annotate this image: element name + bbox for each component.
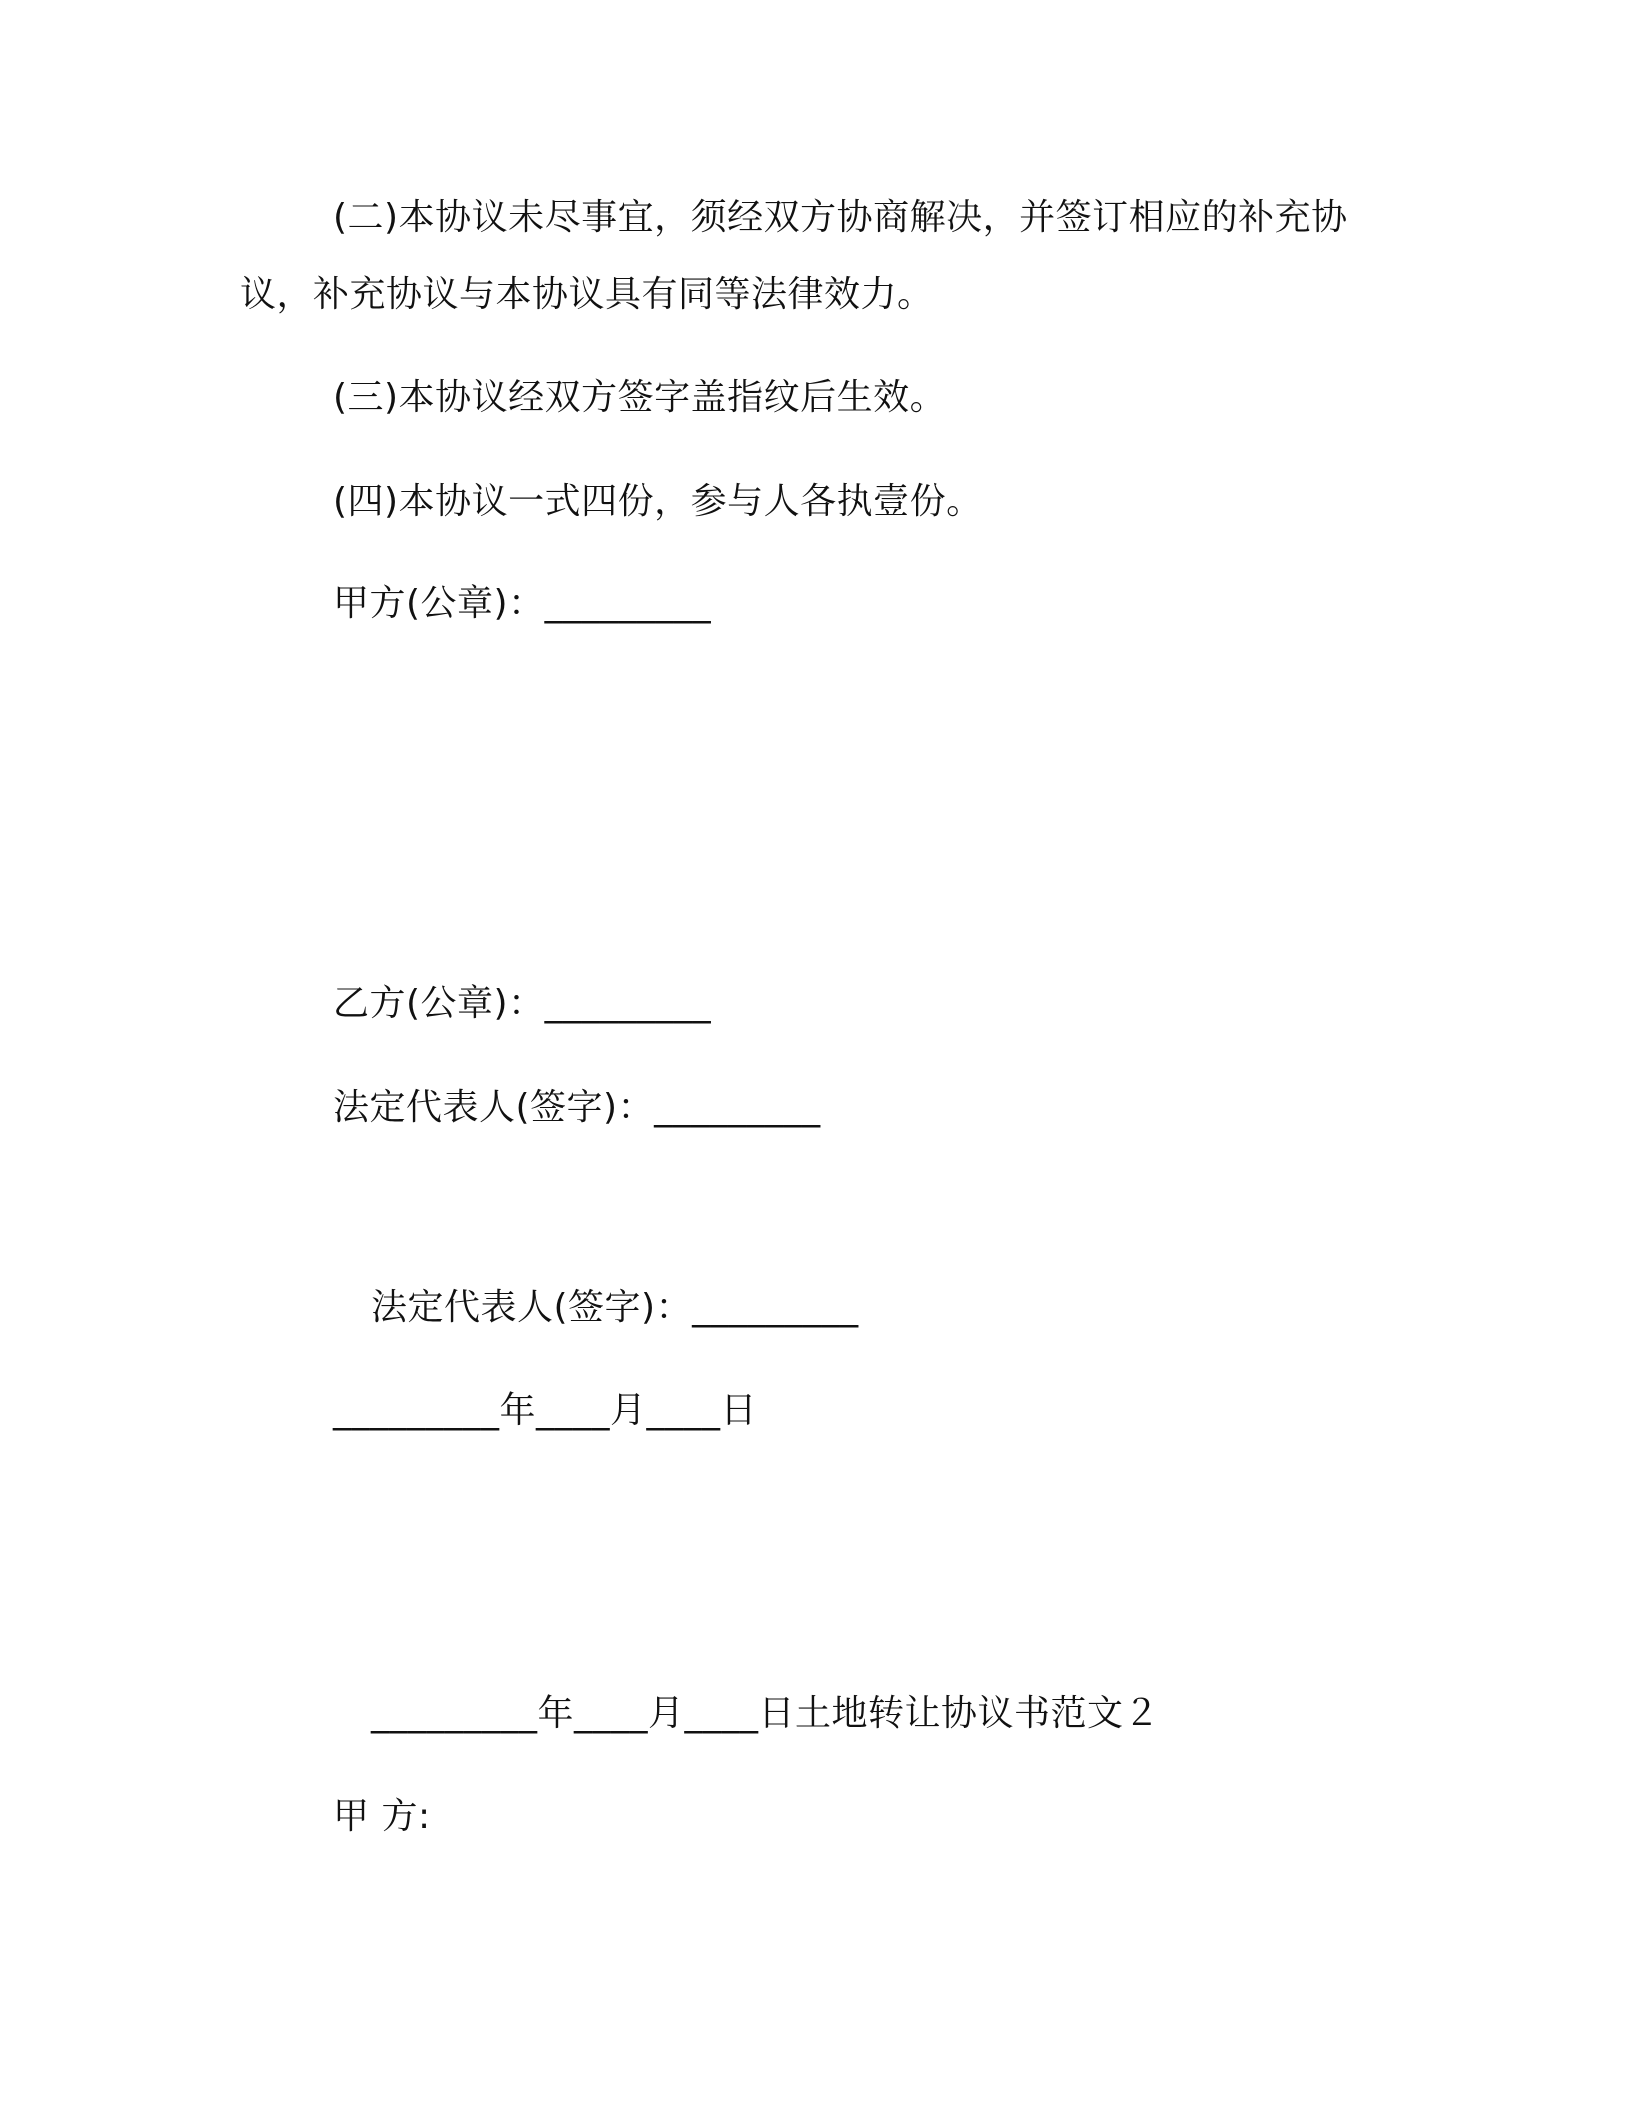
sample-2-title-line: _________年____月____日土地转让协议书范文２ — [371, 1693, 1161, 1734]
legal-representative-signature-2: 法定代表人(签字)：_________ — [371, 1287, 859, 1328]
clause-2-line-2: 议，补充协议与本协议具有同等法律效力。 — [240, 274, 934, 315]
party-a-label: 甲 方: — [333, 1796, 431, 1837]
party-a-seal-line: 甲方(公章)：_________ — [333, 583, 712, 624]
clause-4: (四)本协议一式四份，参与人各执壹份。 — [333, 481, 983, 522]
clause-3: (三)本协议经双方签字盖指纹后生效。 — [333, 377, 947, 418]
legal-representative-signature-1: 法定代表人(签字)：_________ — [333, 1087, 821, 1128]
party-b-seal-line: 乙方(公章)：_________ — [333, 983, 712, 1024]
date-line: _________年____月____日 — [333, 1390, 757, 1431]
clause-2-line-1: (二)本协议未尽事宜，须经双方协商解决，并签订相应的补充协 — [333, 197, 1348, 238]
